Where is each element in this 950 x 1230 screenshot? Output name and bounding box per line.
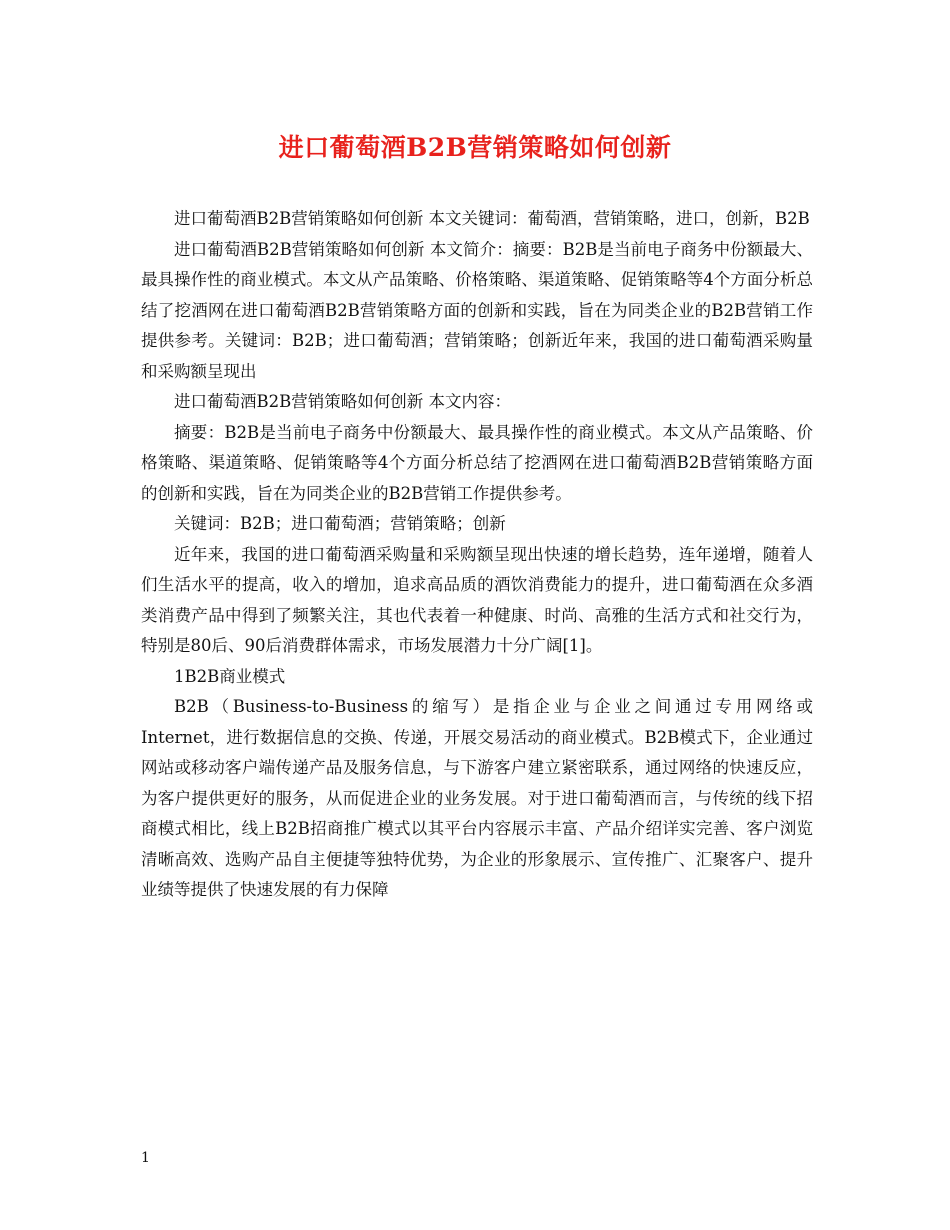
paragraph-b2b-definition: B2B（Business-to-Business的缩写）是指企业与企业之间通过专用网络或Internet，进行数据信息的交换、传递，开展交易活动的商业模式。B2B模式下，企业通过网站或移动客户端传递产品及服务信息，与下游客户建立紧密联系，通过网络的快速反应，为客户提供更好的服务，从而促进企业的业务发展。对于进口葡萄酒而言，与传统的线下招商模式相比，线上B2B招商推广模式以其平台内容展示丰富、产品介绍详实完善、客户浏览清晰高效、选购产品自主便捷等独特优势，为企业的形象展示、宣传推广、汇聚客户、提升业绩等提供了快速发展的有力保障: [141, 697, 813, 899]
section-heading-b2b: 1B2B商业模式: [174, 666, 286, 686]
paragraph-summary: 进口葡萄酒B2B营销策略如何创新 本文简介：摘要：B2B是当前电子商务中份额最大、最具操作性的商业模式。本文从产品策略、价格策略、渠道策略、促销策略等4个方面分析总结了挖酒网在进口葡萄酒B2B营销策略方面的创新和实践，旨在为同类企业的B2B营销工作提供参考。关键词：B2B；进口葡萄酒；营销策略；创新近年来，我国的进口葡萄酒采购量和采购额呈现出: [141, 239, 813, 381]
paragraph-abstract: 摘要：B2B是当前电子商务中份额最大、最具操作性的商业模式。本文从产品策略、价格策略、渠道策略、促销策略等4个方面分析总结了挖酒网在进口葡萄酒B2B营销策略方面的创新和实践，旨在为同类企业的B2B营销工作提供参考。: [141, 422, 813, 503]
paragraph-introduction: 近年来，我国的进口葡萄酒采购量和采购额呈现出快速的增长趋势，连年递增，随着人们生活水平的提高，收入的增加，追求高品质的酒饮消费能力的提升，进口葡萄酒在众多酒类消费产品中得到了频繁关注，其也代表着一种健康、时尚、高雅的生活方式和社交行为，特别是80后、90后消费群体需求，市场发展潜力十分广阔[1]。: [141, 544, 813, 655]
page-number: 1: [141, 1150, 150, 1166]
document-title: 进口葡萄酒B2B营销策略如何创新: [278, 133, 672, 162]
paragraph-keyword-list: 关键词：B2B；进口葡萄酒；营销策略；创新: [174, 514, 506, 533]
paragraph-content-heading: 进口葡萄酒B2B营销策略如何创新 本文内容：: [174, 392, 511, 411]
paragraph-keywords: 进口葡萄酒B2B营销策略如何创新 本文关键词：葡萄酒，营销策略，进口，创新，B2B: [174, 209, 810, 228]
document-body: [141, 204, 813, 906]
